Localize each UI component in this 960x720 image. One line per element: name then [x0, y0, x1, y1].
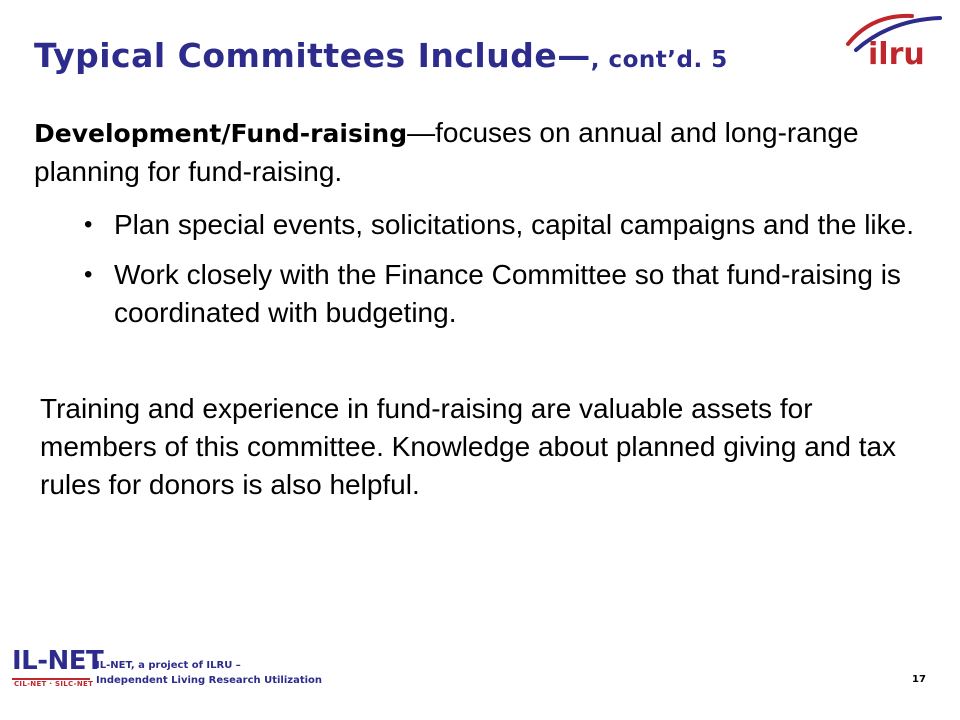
bullet-icon: • [84, 211, 93, 238]
bullet-item [84, 206, 914, 244]
ilnet-logo: IL-NET [12, 646, 104, 676]
footer-tagline-2: Independent Living Research Utilization [96, 675, 323, 686]
slide-title-main: Typical Committees Include— [34, 36, 591, 75]
bullet-text: Plan special events, solicitations, capital campaigns and the like. [114, 209, 914, 240]
bullet-text: Work closely with the Finance Committee so that fund-raising is coordinated with budgeting. [114, 259, 901, 328]
logo-wordmark: ilru [868, 37, 925, 72]
lead-text: —focuses on annual and long-range planning for fund-raising. [34, 117, 859, 187]
ilnet-logo-sub: CIL-NET · SILC-NET [14, 680, 94, 688]
lead-term: Development/Fund-raising [34, 119, 408, 148]
closing-paragraph: Training and experience in fund-raising are valuable assets for members of this committee. Knowledge about planned giving and tax rules for donors is also helpful. [40, 393, 897, 500]
slide-title-suffix: , cont’d. 5 [590, 47, 728, 73]
ilru-logo [842, 6, 946, 72]
development-paragraph [34, 114, 914, 191]
footer-tagline-1: IL-NET, a project of ILRU – [96, 660, 241, 671]
bullet-icon: • [84, 261, 93, 288]
page-number: 17 [912, 674, 926, 685]
footer-brand [10, 646, 323, 696]
slide-title [34, 36, 728, 75]
bullet-item [84, 256, 914, 332]
bullet-list [84, 206, 914, 344]
